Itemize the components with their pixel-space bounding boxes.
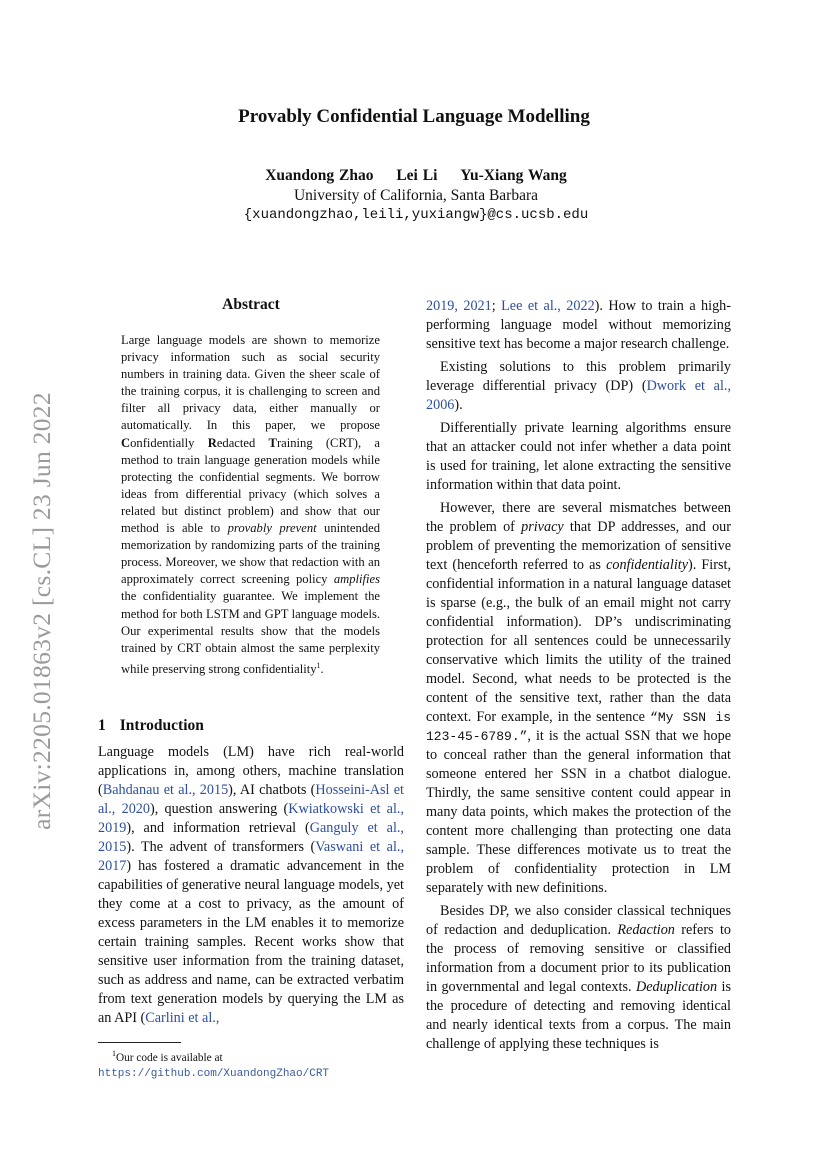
author-emails: {xuandongzhao,leili,yuxiangw}@cs.ucsb.edu: [243, 207, 589, 223]
citation-link[interactable]: Vaswani et al., 2017: [98, 839, 405, 874]
author-name: Lei Li: [396, 167, 438, 184]
footnote-rule: [98, 1042, 181, 1043]
citation-link[interactable]: Bahdanau et al., 2015: [102, 782, 229, 798]
paragraph: Existing solutions to this problem primarily leverage differential privacy (DP) (Dwork et al., 2006).: [426, 359, 731, 413]
abstract-heading: Abstract: [222, 296, 280, 313]
author-name: Xuandong Zhao: [265, 167, 374, 184]
footnote: $^1$Our code is available at https://github.com/XuandongZhao/CRT: [98, 1049, 330, 1080]
footnote-marker[interactable]: 1: [316, 660, 321, 670]
author-list: [0, 167, 828, 185]
citation-link[interactable]: 2019, 2021: [426, 298, 492, 314]
right-column: [426, 297, 731, 1058]
citation-link[interactable]: Lee et al., 2022: [501, 298, 595, 314]
inline-code: “My SSN is 123-45-6789.”: [426, 710, 731, 744]
citation-link[interactable]: Hosseini-Asl et al., 2020: [98, 782, 404, 817]
paragraph: Differentially private learning algorithms ensure that an attacker could not infer whether a data point is used for training, let alone extracting the sensitive information within that data point.: [426, 420, 731, 493]
author-name: Yu-Xiang Wang: [460, 167, 567, 184]
paragraph: However, there are several mismatches between the problem of privacy that DP addresses, and our problem of preventing the memorization of sensitive text (henceforth referred to as confidentiality). First, confidential information in a natural language dataset is sparse (e.g., the bulk of an email might not carry confidential information). DP’s undiscriminating protection for all sentences could be unnecessarily conservative which limits the utility of the trained model. Second, what needs to be protected is the content of the sensitive text, rather than the data context. For example, in the sentence “My SSN is 123-45-6789.”, it is the actual SSN that we hope to conceal rather than the general information that someone entered her SSN in a chatbot dialogue. Thirdly, the same sensitive content could appear in many data points, which makes the protection of the content more challenging than protecting one data sample. These differences motivate us to treat the problem of confidentiality protection in LM separately with new definitions.: [426, 500, 731, 896]
arxiv-identifier: arXiv:2205.01863v2 [cs.CL] 23 Jun 2022: [27, 392, 56, 830]
code-url-link[interactable]: https://github.com/XuandongZhao/CRT: [98, 1067, 330, 1080]
paragraph: Besides DP, we also consider classical techniques of redaction and deduplication. Redaction refers to the process of removing sensitive or classified information from a document prior to its publication in governmental and legal contexts. Deduplication is the procedure of detecting and removing identical and nearly identical texts from a corpus. The main challenge of applying these techniques is: [426, 903, 731, 1052]
arxiv-stamp: [22, 372, 62, 850]
affiliation: University of California, Santa Barbara: [293, 187, 539, 204]
citation-link[interactable]: Carlini et al.,: [145, 1010, 220, 1026]
section-number: 1: [98, 717, 106, 734]
citation-link[interactable]: Dwork et al., 2006: [426, 378, 731, 413]
paragraph: 2019, 2021; Lee et al., 2022). How to train a high-performing language model without memorizing sensitive text has become a major research challenge.: [426, 298, 732, 352]
intro-paragraph: Language models (LM) have rich real-world applications in, among others, machine translation (Bahdanau et al., 2015), AI chatbots (Hosseini-Asl et al., 2020), question answering (Kwiatkowski et al., 2019), and information retrieval (Ganguly et al., 2015). The advent of transformers (Vaswani et al., 2017) has fostered a dramatic advancement in the capabilities of generative neural language models, yet they come at a cost to privacy, as the amount of excess parameters in the LM enables it to memorize certain training samples. Recent works show that sensitive user information from the training dataset, such as address and name, can be extracted verbatim from text generation models by querying the LM as an API (Carlini et al.,: [98, 744, 405, 1026]
paper-title: Provably Confidential Language Modelling: [238, 106, 590, 127]
section-title: Introduction: [119, 717, 204, 734]
citation-link[interactable]: Kwiatkowski et al., 2019: [98, 801, 404, 836]
section-heading-introduction: [98, 717, 204, 735]
abstract-text: Large language models are shown to memorize privacy information such as social security numbers in training data. Given the sheer scale of the training corpus, it is challenging to screen and filter all privacy data, either manually or automatically. In this paper, we propose Confidentially Redacted Training (CRT), a method to train language generation models while protecting the confidential segments. We borrow ideas from differential privacy (which solves a related but distinct problem) and show that our method is able to provably prevent unintended memorization by randomizing parts of the training process. Moreover, we show that redaction with an approximately correct screening policy amplifies the confidentiality guarantee. We implement the method for both LSTM and GPT language models. Our experimental results show that the models trained by CRT obtain almost the same perplexity while preserving strong confidentiality$^1$.: [121, 333, 380, 676]
citation-link[interactable]: Ganguly et al., 2015: [98, 820, 404, 855]
